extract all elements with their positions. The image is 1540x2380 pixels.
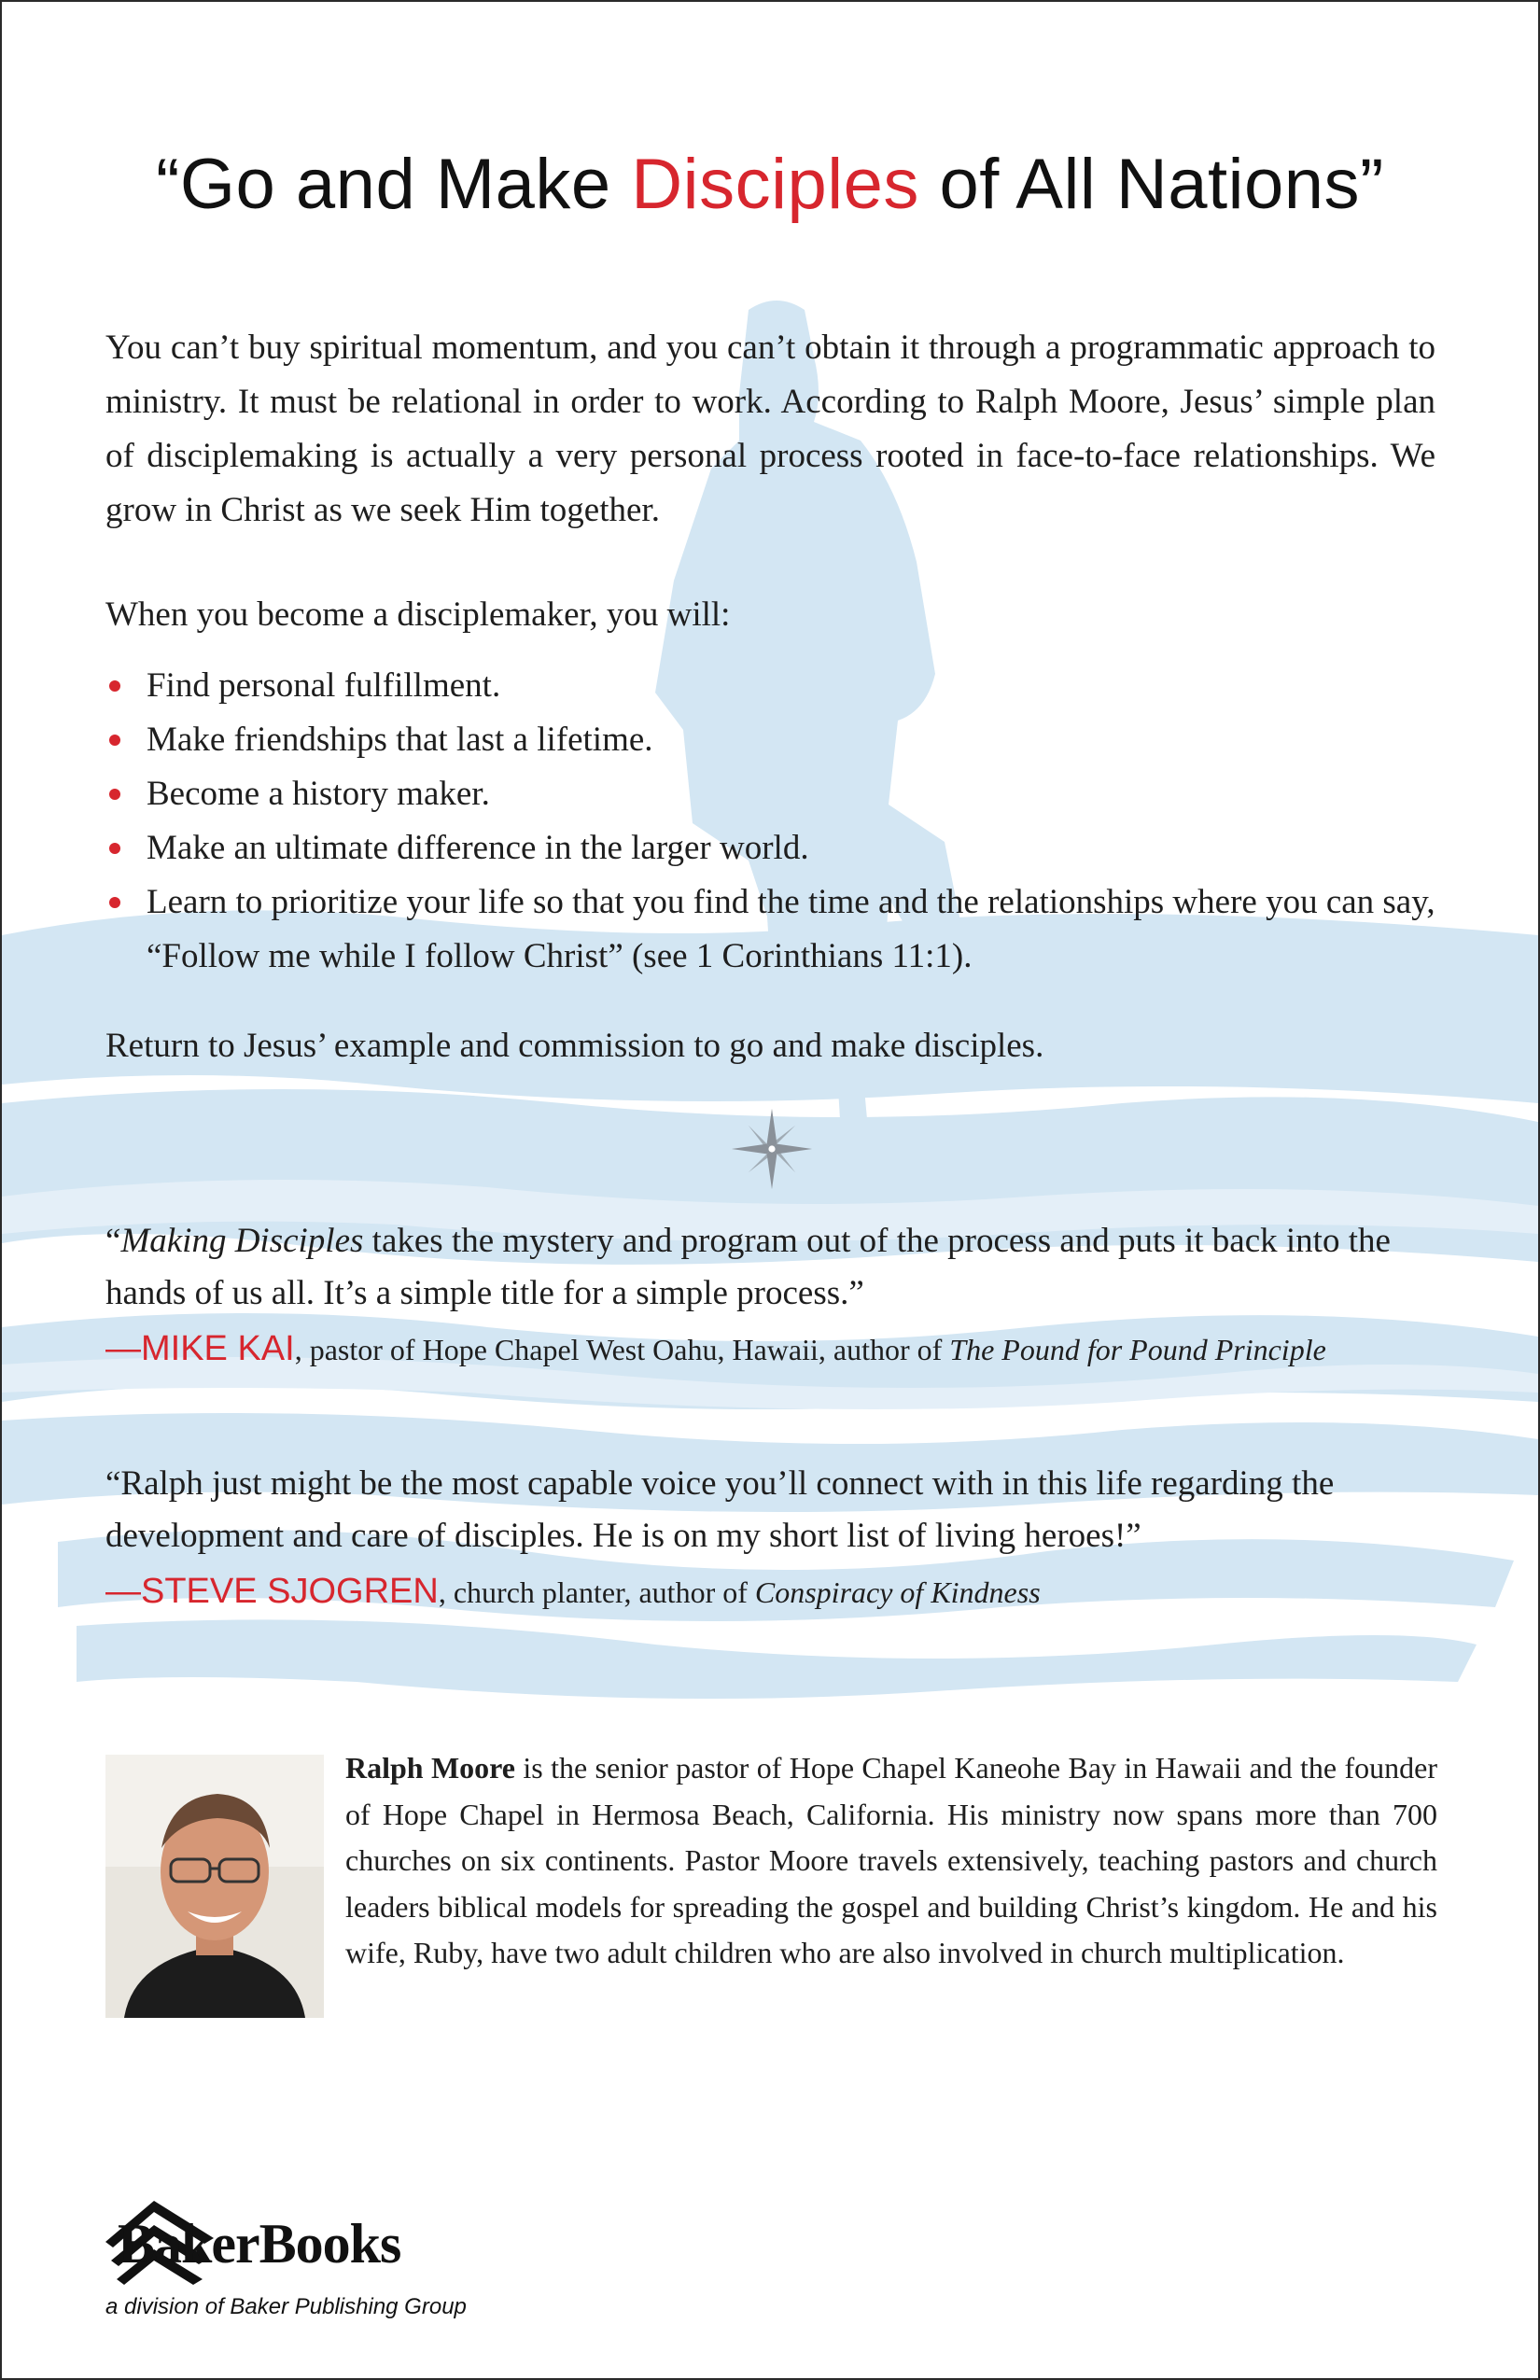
endorsement-quote xyxy=(105,1215,1440,1320)
publisher-subtitle: a division of Baker Publishing Group xyxy=(105,2294,467,2319)
list-item-text: Make an ultimate difference in the larger world. xyxy=(147,829,809,867)
list-item-text: Learn to prioritize your life so that you find the time and the relationships where you can say, “Follow me while I follow Christ” (see 1 Corinthians 11:1). xyxy=(147,883,1435,975)
list-item xyxy=(105,875,1449,984)
author-photo xyxy=(105,1755,324,2018)
headline-after: of All Nations” xyxy=(918,145,1384,224)
list-item xyxy=(105,713,1449,767)
endorsement-attribution xyxy=(105,1570,1449,1614)
benefit-list xyxy=(105,659,1449,984)
quote-text: takes the mystery and program out of the process and puts it back into the hands of us all. It’s a simple title for a simple process.” xyxy=(105,1222,1391,1312)
bullet-icon xyxy=(109,680,120,692)
intro-paragraph: You can’t buy spiritual momentum, and you can’t obtain it through a programmatic approach to ministry. It must be relational in order to work. According to Ralph Moore, Jesus’ simple plan of disciplemaking is actually a very personal process rooted in face-to-face relationships. We grow in Christ as we seek Him together. xyxy=(105,329,1435,529)
endorser-book: The Pound for Pound Principle xyxy=(949,1333,1326,1366)
endorsement-attribution xyxy=(105,1327,1449,1371)
list-lead: When you become a disciplemaker, you will: xyxy=(105,595,731,634)
endorser-role: , pastor of Hope Chapel West Oahu, Hawaii, author of xyxy=(294,1333,950,1366)
list-item-text: Become a history maker. xyxy=(147,775,490,813)
endorser-name: —MIKE KAI xyxy=(105,1329,295,1368)
endorsement-quote: “Ralph just might be the most capable voice you’ll connect with in this life regarding the development and care of disciples. He is on my short list of living heroes!” xyxy=(105,1464,1335,1555)
compass-star-icon xyxy=(730,1107,814,1191)
bullet-icon xyxy=(109,843,120,854)
quote-open: “ xyxy=(105,1222,121,1260)
headline-before: “Go and Make xyxy=(156,145,632,224)
endorser-role: , church planter, author of xyxy=(438,1575,755,1609)
author-bio xyxy=(345,1745,1437,1977)
bullet-icon xyxy=(109,735,120,746)
bullet-icon xyxy=(109,897,120,908)
closing-paragraph: Return to Jesus’ example and commission to go and make disciples. xyxy=(105,1027,1044,1065)
bullet-icon xyxy=(109,789,120,800)
endorser-book: Conspiracy of Kindness xyxy=(754,1575,1041,1609)
author-bio-text: is the senior pastor of Hope Chapel Kaneohe Bay in Hawaii and the founder of Hope Chapel in Hermosa Beach, California. His ministry now spans more than 700 churches on six continents. Pastor Moore travels extensively, teaching pastors and church leaders biblical models for spreading the gospel and building Christ’s kingdom. He and his wife, Ruby, have two adult children who are also involved in church multiplication. xyxy=(345,1751,1438,1969)
list-item xyxy=(105,659,1449,713)
book-title: Making Disciples xyxy=(120,1222,364,1260)
list-item-text: Find personal fulfillment. xyxy=(147,666,501,705)
list-item xyxy=(105,821,1449,875)
endorser-name: —STEVE SJOGREN xyxy=(105,1572,439,1611)
headline xyxy=(2,142,1538,228)
headline-highlight: Disciples xyxy=(631,145,919,224)
list-item-text: Make friendships that last a lifetime. xyxy=(147,721,653,759)
list-item xyxy=(105,767,1449,821)
author-name: Ralph Moore xyxy=(345,1751,515,1785)
publisher-name: BakerBooks xyxy=(118,2213,401,2275)
